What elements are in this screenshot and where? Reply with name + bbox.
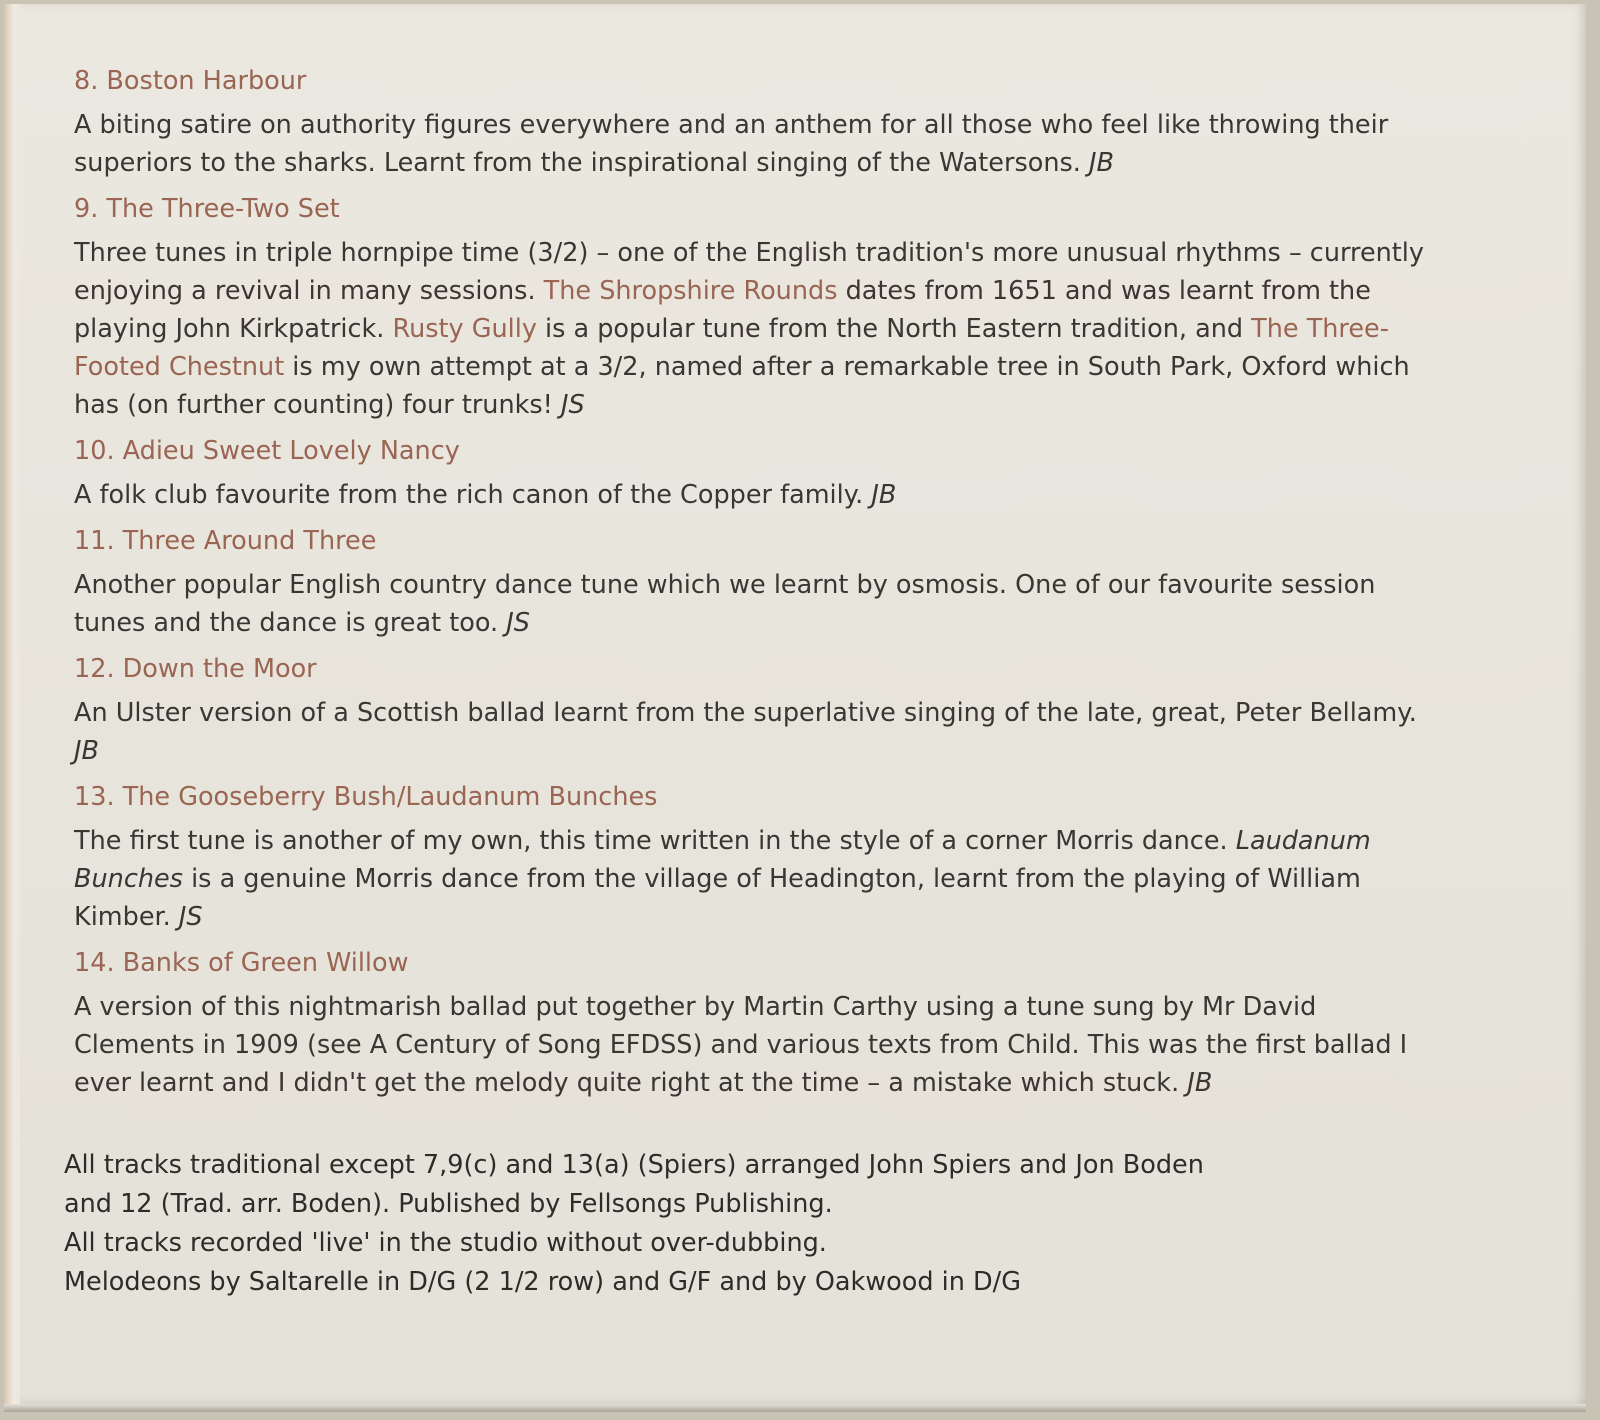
track-14: [74, 944, 1444, 1102]
track-title: 14. Banks of Green Willow: [74, 948, 409, 978]
author-initials: JS: [506, 608, 530, 638]
booklet-page: [4, 4, 1586, 1412]
track-10: [74, 432, 1444, 514]
author-initials: JS: [178, 902, 203, 932]
track-8: [74, 62, 1444, 182]
description-text: An Ulster version of a Scottish ballad learnt from the superlative singing of the late, great, Peter Bellamy.: [74, 698, 1417, 728]
author-initials: JB: [74, 736, 100, 766]
author-initials: JB: [1187, 1068, 1213, 1098]
credit-line: All tracks recorded 'live' in the studio without over-dubbing.: [64, 1228, 827, 1258]
author-initials: JB: [871, 480, 897, 510]
page-bottom-edge: [4, 1404, 1586, 1412]
author-initials: JS: [561, 390, 585, 420]
description-text: A version of this nightmarish ballad put together by Martin Carthy using a tune sung by Mr David Clements in 1909 (see A Century of Song EFDSS) and various texts from Child. This was the first ballad I ever learnt and I didn't get the melody quite right at the time – a mistake which stuck.: [74, 992, 1408, 1098]
track-13: [74, 778, 1444, 936]
track-title: 11. Three Around Three: [74, 526, 377, 556]
tune-name: The Three-Footed Chestnut: [74, 314, 1389, 382]
track-title: 10. Adieu Sweet Lovely Nancy: [74, 436, 460, 466]
track-description: [74, 566, 1444, 642]
description-text: A folk club favourite from the rich canon of the Copper family.: [74, 480, 872, 510]
track-description: [74, 694, 1444, 770]
credit-line: Melodeons by Saltarelle in D/G (2 1/2 row) and G/F and by Oakwood in D/G: [64, 1267, 1022, 1297]
track-notes: [74, 62, 1444, 1110]
credit-line: All tracks traditional except 7,9(c) and 13(a) (Spiers) arranged John Spiers and Jon Boden: [64, 1150, 1204, 1180]
track-title: 9. The Three-Two Set: [74, 194, 340, 224]
description-text: is a popular tune from the North Eastern tradition, and: [536, 314, 1252, 344]
page-spine-edge: [4, 4, 20, 1412]
description-text: is my own attempt at a 3/2, named after a remarkable tree in South Park, Oxford which has (on further counting) four trunks!: [74, 352, 1410, 420]
track-title: 13. The Gooseberry Bush/Laudanum Bunches: [74, 782, 658, 812]
track-description: [74, 234, 1444, 424]
description-text: is a genuine Morris dance from the village of Headington, learnt from the playing of William Kimber.: [74, 864, 1361, 932]
tune-name: Rusty Gully: [392, 314, 537, 344]
track-9: [74, 190, 1444, 424]
track-description: [74, 988, 1444, 1102]
tune-name-italic: Laudanum Bunches: [74, 826, 1371, 894]
credit-line: and 12 (Trad. arr. Boden). Published by Fellsongs Publishing.: [64, 1189, 833, 1219]
track-description: [74, 476, 1444, 514]
track-11: [74, 522, 1444, 642]
track-description: [74, 822, 1444, 936]
description-text: dates from 1651 and was learnt from the playing John Kirkpatrick.: [74, 276, 1371, 344]
track-12: [74, 650, 1444, 770]
author-initials: JB: [1089, 148, 1115, 178]
track-title: 8. Boston Harbour: [74, 66, 307, 96]
track-title: 12. Down the Moor: [74, 654, 317, 684]
recording-credits: [64, 1146, 1364, 1302]
description-text: The first tune is another of my own, this time written in the style of a corner Morris dance.: [74, 826, 1236, 856]
description-text: Another popular English country dance tune which we learnt by osmosis. One of our favourite session tunes and the dance is great too.: [74, 570, 1376, 638]
track-description: [74, 106, 1444, 182]
description-text: A biting satire on authority figures everywhere and an anthem for all those who feel like throwing their superiors to the sharks. Learnt from the inspirational singing of the Watersons.: [74, 110, 1389, 178]
tune-name: The Shropshire Rounds: [543, 276, 838, 306]
description-text: Three tunes in triple hornpipe time (3/2) – one of the English tradition's more unusual rhythms – currently enjoying a revival in many sessions.: [74, 238, 1424, 306]
